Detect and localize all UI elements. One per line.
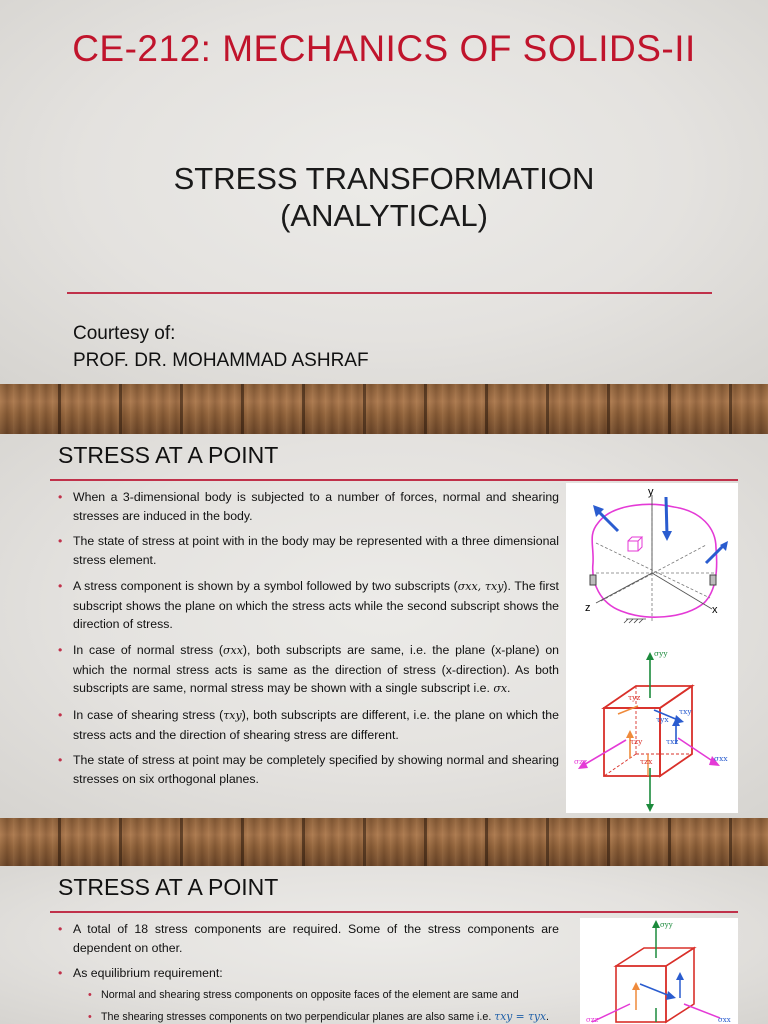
stress-element-diagram	[580, 918, 738, 1024]
math-symbol: σxx, τxy	[457, 579, 504, 593]
label-tau-xy: τxy	[679, 707, 692, 716]
bullet-icon: •	[58, 753, 63, 768]
bullet-text: ), both subscripts are different, i.e. the plane on which the stress acts and the direction of shearing stress are different.	[73, 708, 559, 742]
bullet-text: A stress component is shown by a symbol followed by two subscripts (	[73, 578, 458, 593]
subtitle-line-2: (ANALYTICAL)	[280, 198, 488, 233]
stress-element-figure	[566, 648, 738, 813]
label-tau-xz: τxz	[666, 737, 679, 746]
bullet-icon: •	[58, 922, 63, 936]
bullet-text: The state of stress at point may be completely specified by showing normal and shearing stresses on six orthogonal planes.	[73, 753, 559, 787]
stress-element-diagram	[566, 648, 738, 813]
axis-label-x: x	[712, 604, 718, 616]
list-item	[73, 987, 559, 1003]
bullet-text: ), both subscripts are same, i.e. the plane (x-plane) on which the normal stress acts is same as the direction of stress (x-direction). As both subscripts are same, normal stress may be shown with a single subscript i.e.	[73, 642, 560, 696]
stress-element-figure	[580, 918, 738, 1024]
bullet-list	[58, 488, 559, 796]
bullet-text: The shearing stresses components on two perpendicular planes are also same i.e.	[101, 1011, 495, 1024]
credit-label: Courtesy of:	[73, 323, 176, 344]
list-item	[58, 641, 559, 699]
list-item	[58, 706, 559, 744]
list-item	[58, 532, 559, 569]
bullet-text: In case of normal stress (	[73, 642, 223, 657]
math-symbol: σxx	[223, 643, 243, 657]
title-slide	[0, 0, 768, 384]
bullet-icon: •	[58, 642, 63, 657]
label-sigma-yy: σyy	[660, 921, 673, 929]
label-sigma-zz: σzz	[586, 1016, 599, 1024]
bullet-text: .	[507, 681, 511, 696]
bullet-icon: •	[58, 534, 63, 549]
sub-bullet-list	[73, 987, 559, 1024]
bullet-text: .	[546, 1011, 549, 1024]
label-sigma-zz: σzz	[574, 757, 588, 766]
title-divider	[50, 911, 738, 913]
math-symbol: σx	[493, 682, 508, 696]
list-item	[58, 964, 559, 1024]
title-divider	[50, 479, 738, 481]
label-sigma-xx: σxx	[718, 1016, 731, 1024]
bullet-list	[58, 920, 559, 1024]
list-item	[58, 920, 559, 957]
math-symbol: τxy = τyx	[494, 1010, 546, 1024]
course-title: CE-212: MECHANICS OF SOLIDS-II	[72, 28, 696, 69]
credit-block	[73, 320, 369, 374]
bullet-icon: •	[58, 578, 63, 593]
bullet-icon: •	[58, 708, 63, 723]
label-tau-yz: τyz	[628, 693, 641, 702]
label-tau-yx: τyx	[656, 715, 669, 724]
list-item	[58, 577, 559, 634]
bullet-text: The state of stress at point with in the body may be represented with a three dimensional stress element.	[73, 534, 559, 568]
bullet-icon: •	[58, 966, 63, 981]
label-tau-zx: τzx	[640, 757, 653, 766]
credit-author: PROF. DR. MOHAMMAD ASHRAF	[73, 350, 369, 371]
bullet-text: As equilibrium requirement:	[73, 966, 223, 981]
title-divider	[67, 292, 712, 294]
bullet-text: In case of shearing stress (	[73, 708, 224, 723]
slide-title: STRESS AT A POINT	[58, 442, 279, 468]
bullet-icon: •	[58, 490, 63, 504]
axis-label-z: z	[585, 602, 591, 614]
bullet-icon: •	[88, 1011, 92, 1024]
axis-label-y: y	[648, 486, 654, 498]
subtitle-line-1: STRESS TRANSFORMATION	[173, 161, 595, 196]
label-tau-zy: τzy	[630, 737, 643, 746]
slide-separator	[0, 818, 768, 866]
list-item	[58, 488, 559, 525]
list-item	[73, 1009, 559, 1024]
lecture-subtitle	[0, 160, 768, 234]
loaded-body-diagram	[566, 483, 738, 648]
bullet-text: Normal and shearing stress components on opposite faces of the element are same and	[101, 989, 519, 1002]
stress-at-point-slide	[0, 434, 768, 818]
loaded-body-figure	[566, 483, 738, 648]
list-item	[58, 751, 559, 788]
bullet-text: When a 3-dimensional body is subjected to a number of forces, normal and shearing stresses are induced in the body.	[73, 490, 559, 523]
slide-title: STRESS AT A POINT	[58, 874, 279, 900]
slide-separator	[0, 384, 768, 434]
bullet-text: A total of 18 stress components are required. Some of the stress components are dependent on other.	[73, 922, 559, 955]
label-sigma-yy: σyy	[654, 649, 668, 658]
stress-components-slide	[0, 866, 768, 1024]
bullet-text: ). The first subscript shows the plane on which the stress acts while the second subscript shows the direction of stress.	[73, 578, 559, 632]
label-sigma-xx: σxx	[714, 754, 728, 763]
math-symbol: τxy	[223, 709, 242, 723]
bullet-icon: •	[88, 989, 92, 1002]
